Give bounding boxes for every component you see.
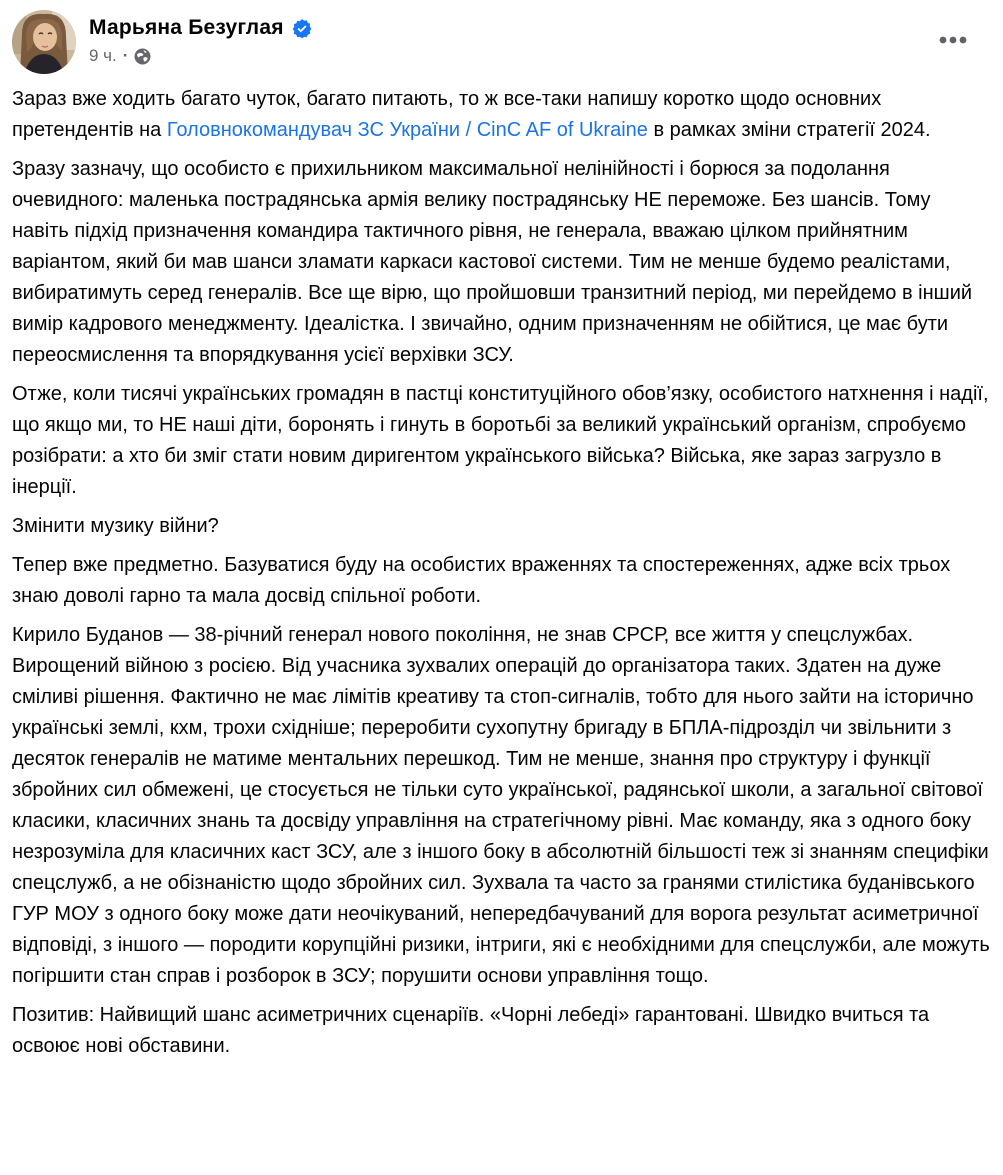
paragraph: Отже, коли тисячі українських громадян в пастці конституційного обов’язку, особистого натхнення і надії, що якщо ми, то НЕ наші діти, боронять і гинуть в боротьбі за великий український організм, спробуємо розібрати: а хто би зміг стати новим диригентом українського війська? Війська, яке зараз загрузло в інерції. bbox=[12, 383, 989, 498]
name-row bbox=[89, 16, 312, 40]
paragraph: Кирило Буданов — 38-річний генерал нового покоління, не знав СРСР, все життя у спецслужбах. Вирощений війною з росією. Від учасника зухвалих операцій до організатора таких. Здатен на дуже сміливі рішення. Фактично не має лімітів креативу та стоп-сигналів, тобто для нього зайти на історично українські землі, кхм, трохи східніше; переробити сухопутну бригаду в БПЛА-підрозділ чи звільнити з десяток генералів не матиме ментальних перешкод. Тим не менше, знання про структуру і функції збройних сил обмежені, це стосується не тільки суто української, радянської школи, а загальної світової класики, класичних знань та досвіду управління на стратегічному рівні. Має команду, яка з одного боку незрозуміла для класичних каст ЗСУ, але з іншого боку в абсолютній більшості теж зі знанням специфіки спецслужб, а не обізнаністю щодо збройних сил. Зухвала та часто за гранями стилістика буданівського ГУР МОУ з одного боку може дати неочікуваний, непередбачуваний для ворога результат асиметричної відповіді, з іншого — породити корупційні ризики, інтриги, які є необхідними для спецслужби, але можуть погіршити стан справ і розборок в ЗСУ; порушити основи управління тощо. bbox=[12, 624, 990, 987]
post-menu-button[interactable] bbox=[933, 30, 973, 50]
paragraph-text: Зараз вже ходить багато чуток, багато питають, то ж все-таки напишу коротко щодо основних претендентів на bbox=[12, 88, 882, 141]
ellipsis-icon bbox=[939, 32, 967, 47]
paragraph-text: в рамках зміни стратегії 2024. bbox=[647, 119, 931, 141]
profile-photo-woman-icon bbox=[12, 10, 76, 74]
paragraph: Позитив: Найвищий шанс асиметричних сценаріїв. «Чорні лебеді» гарантовані. Швидко вчиться та освоює нові обставини. bbox=[12, 1004, 930, 1057]
header-meta bbox=[89, 10, 312, 66]
timestamp[interactable]: 9 ч. bbox=[89, 46, 117, 65]
paragraph: Тепер вже предметно. Базуватися буду на особистих враженнях та спостереженнях, адже всіх трьох знаю доволі гарно та мала досвід спільної роботи. bbox=[12, 554, 951, 607]
entity-link[interactable]: Головнокомандувач ЗС України / CinC AF of Ukraine bbox=[166, 119, 648, 141]
post-meta-row bbox=[89, 46, 312, 66]
paragraph: Зразу зазначу, що особисто є прихильником максимальної нелінійності і борюся за подолання очевидного: маленька пострадянська армія велику пострадянську НЕ переможе. Без шансів. Тому навіть підхід призначення командира тактичного рівня, не генерала, вважаю цілком прийнятним варіантом, який би мав шанси зламати каркаси кастової системи. Тим не менше будемо реалістами, вибиратимуть серед генералів. Все ще вірю, що пройшовши транзитний період, ми перейдемо в інший вимір кадрового менеджменту. Ідеалістка. І звичайно, одним призначенням не обійтися, це має бути переосмислення та впорядкування усієї верхівки ЗСУ. bbox=[12, 158, 973, 366]
globe-icon bbox=[134, 48, 151, 65]
post-header bbox=[0, 0, 1003, 74]
paragraph-intro bbox=[12, 84, 991, 146]
dot-separator: · bbox=[122, 46, 129, 65]
verified-badge-icon bbox=[292, 19, 312, 39]
avatar[interactable] bbox=[12, 10, 76, 74]
author-name[interactable]: Марьяна Безуглая bbox=[89, 16, 284, 39]
paragraph: Змінити музику війни? bbox=[12, 515, 219, 537]
post-text bbox=[0, 74, 1003, 1062]
